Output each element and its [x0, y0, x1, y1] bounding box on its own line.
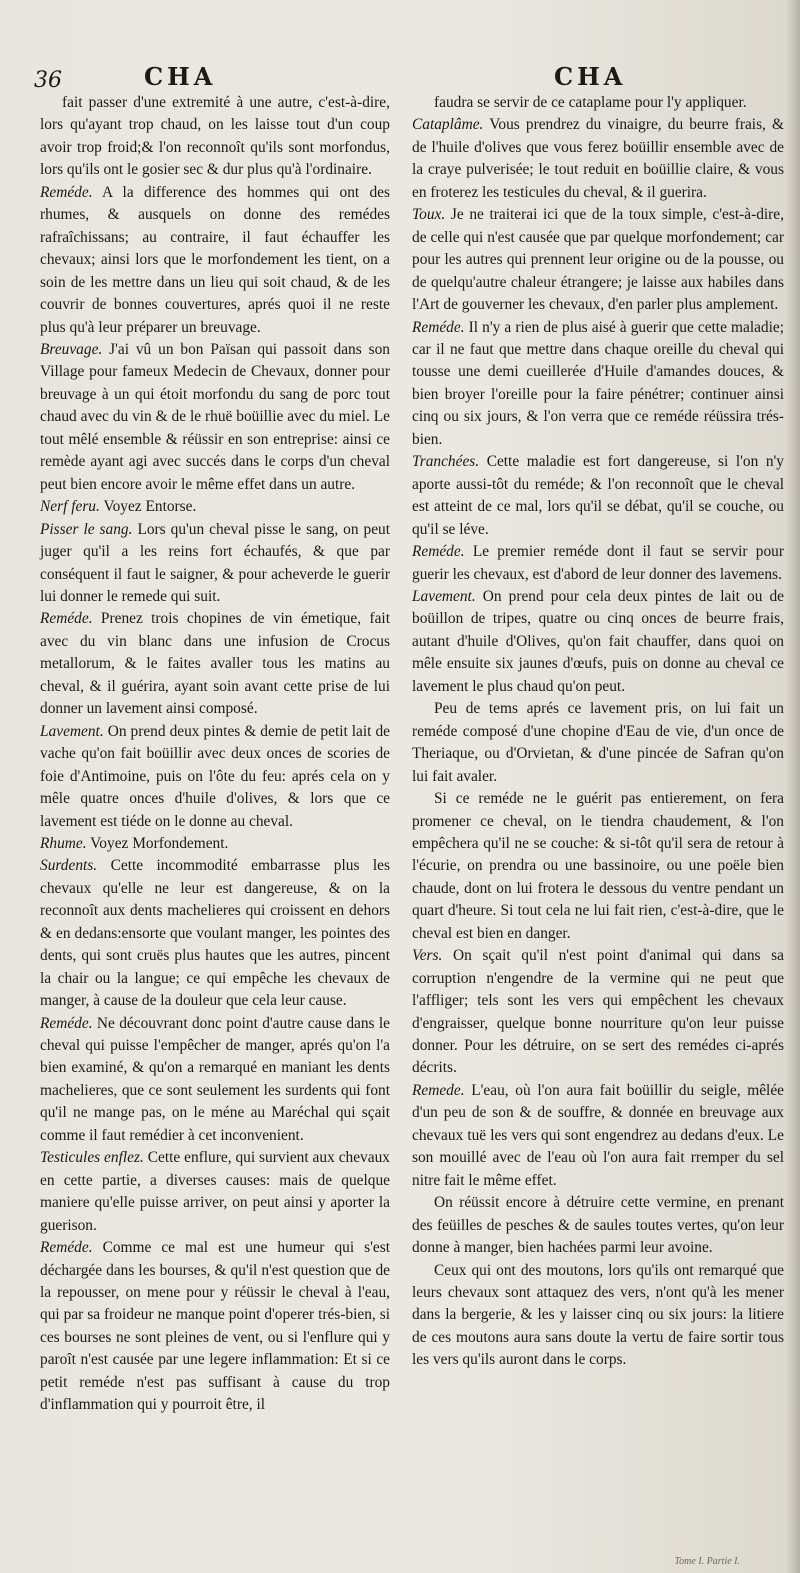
entry-text: Lors qu'un cheval pisse le sang, on peut juger qu'il a les reins fort échaufés, & que par conséquent il faut le saigner, & pour acheverde le guerir lui donner le remede qui suit.: [40, 520, 390, 605]
paragraph: [412, 586, 784, 698]
paragraph: [40, 1147, 390, 1237]
running-head-left: CHA: [144, 62, 217, 91]
entry-text: A la difference des hommes qui ont des rhumes, & ausquels on donne des remédes rafraîchissans; au contraire, il faut échauffer les chevaux; ainsi lors que le morfondement les tient, on a soin de les mettre dans un lieu qui soit chaud, & de les couvrir de bonnes couvertures, aprés quoi il ne reste plus qu'à leur préparer un breuvage.: [40, 183, 390, 336]
entry-heading: Breuvage.: [40, 340, 103, 358]
paragraph: [40, 92, 390, 182]
paragraph: [412, 317, 784, 452]
entry-text: On prend pour cela deux pintes de lait ou de boüillon de tripes, quatre ou cinq onces de beurre frais, autant d'huile d'Olives, qu'on fait chauffer, dans quoi on mêle ensuite six jaunes d'œufs, puis on donne au cheval ce lavement le plus chaud qu'on peut.: [412, 587, 784, 695]
entry-heading: Remede.: [412, 1081, 465, 1099]
entry-text: On réüssit encore à détruire cette vermine, en prenant des feüilles de pesches & de saules toutes vertes, qu'on leur donne à manger, bien hachées parmi leur avoine.: [412, 1194, 784, 1257]
entry-heading: Reméde.: [40, 183, 93, 201]
entry-text: Le premier reméde dont il faut se servir pour guerir les chevaux, est d'abord de leur donner des lavemens.: [412, 543, 784, 583]
paragraph: [40, 1237, 390, 1417]
entry-text: Peu de tems aprés ce lavement pris, on lui fait un reméde composé d'une chopine d'Eau de vie, d'un once de Theriaque, ou d'Orvietan, & d'une pincée de Safran qu'on lui fait avaler.: [412, 700, 784, 785]
paragraph: [40, 496, 390, 518]
entry-heading: Pisser le sang.: [40, 520, 133, 538]
entry-text: fait passer d'une extremité à une autre, c'est-à-dire, lors qu'ayant trop chaud, on les laisse tout d'un coup avoir trop froid;& l'on reconnoît qu'ils sont morfondus, lors qu'ils ont le gosier sec & dur plus qu'à l'ordinaire.: [40, 94, 390, 179]
paragraph: [40, 1013, 390, 1148]
entry-heading: Lavement.: [412, 587, 476, 605]
paragraph: [412, 698, 784, 788]
entry-text: Je ne traiterai ici que de la toux simple, c'est-à-dire, de celle qui n'est causée que par quelque morfondement; car pour les autres qui prennent leur origine ou de la pousse, ou de quelqu'autre chaleur étrangere; je laisse aux habiles dans l'Art de gouverner les chevaux, d'en parler plus amplement.: [412, 206, 784, 314]
entry-text: Ne découvrant donc point d'autre cause dans le cheval qui puisse l'empêcher de manger, aprés qu'on l'a bien examiné, & qu'on a remarqué en maniant les dents machelieres, que ce sont seulement les surdents qui font qu'il ne mange pas, on le méne au Maréchal qui sçait comme il faut remédier à cet inconvenient.: [40, 1014, 390, 1144]
entry-heading: Reméde.: [412, 543, 465, 561]
paragraph: [40, 182, 390, 339]
entry-text: Comme ce mal est une humeur qui s'est déchargée dans les bourses, & qu'il n'est question que de la repousser, on mene pour y réüssir le cheval à l'eau, qui par sa froideur ne manque point d'operer trés-bien, si ces bourses ne sont pleines de vent, ou si l'enflure qui y paroît n'est causée par une legere inflammation: Et si ce petit reméde n'est pas suffisant à cause du trop d'inflammation qui y pourroit être, il: [40, 1239, 390, 1414]
entry-text: Cette incommodité embarrasse plus les chevaux qu'elle ne leur est dangereuse, & on la reconnoît aux dents machelieres qui croissent en dehors & en dedans:ensorte que voulant manger, les pointes des dents, qui sont cruës plus hautes que les autres, pincent la chair ou la langue; ce qui empêche les chevaux de manger, à cause de la douleur que cela leur cause.: [40, 857, 390, 1010]
entry-text: On sçait qu'il n'est point d'animal qui dans sa corruption n'engendre de la vermine qui ne peut que l'affliger; tels sont les vers qui empêchent les chevaux d'engraisser, quelque bonne nourriture qu'on leur puisse donner. Pour les détruire, on se sert des remédes ci-aprés décrits.: [412, 947, 784, 1077]
paragraph: [412, 92, 784, 114]
entry-heading: Lavement.: [40, 722, 104, 740]
paragraph: [412, 204, 784, 316]
paragraph: [412, 1192, 784, 1259]
entry-text: Vous prendrez du vinaigre, du beurre frais, & de l'huile d'olives que vous ferez boüillir ensemble avec de la craye pulverisée; le tout reduit en boüillie claire, & vous en froterez les testicules du cheval, & il guerira.: [412, 116, 785, 201]
right-column: [412, 92, 784, 1372]
entry-text: Ceux qui ont des moutons, lors qu'ils ont remarqué que leurs chevaux sont attaquez des vers, n'ont qu'à les mener dans la bergerie, & les y laisser cinq ou six jours: la litiere de ces moutons aura sans doute la vertu de faire sortir tous les vers qu'ils auront dans le corps.: [412, 1261, 784, 1369]
entry-text: Voyez Morfondement.: [90, 834, 229, 852]
entry-heading: Reméde.: [40, 1014, 93, 1032]
entry-text: Cette maladie est fort dangereuse, si l'on n'y aporte aussi-tôt du reméde; & l'on reconnoît que le cheval est atteint de ce mal, lors qu'il se débat, qu'il se couche, ou qu'il se léve.: [412, 453, 784, 538]
entry-heading: Vers.: [412, 947, 443, 965]
entry-heading: Reméde.: [40, 1239, 93, 1257]
page-header: [34, 62, 782, 96]
left-column: [40, 92, 390, 1417]
paragraph: [40, 855, 390, 1012]
running-head-right: CHA: [554, 62, 627, 91]
entry-heading: Toux.: [412, 206, 446, 224]
entry-text: Prenez trois chopines de vin émetique, fait avec du vin blanc dans une infusion de Crocus metallorum, & le faites avaller tous les matins au cheval, & il guérira, ayant soin avant cette prise de lui donner un lavement ainsi composé.: [40, 610, 390, 718]
entry-heading: Rhume.: [40, 834, 87, 852]
paragraph: [40, 721, 390, 833]
paragraph: [412, 788, 784, 945]
entry-text: L'eau, où l'on aura fait boüillir du seigle, mêlée d'un peu de son & de souffre, & donnée en breuvage aux chevaux tuë les vers qui sont engendrez au dedans d'eux. Le son mouillé avec de l'eau où l'on aura fait rremper du sel nitre fait le même effet.: [412, 1081, 784, 1189]
paragraph: [40, 833, 390, 855]
paragraph: [412, 451, 784, 541]
entry-heading: Nerf feru.: [40, 498, 100, 516]
paragraph: [412, 1080, 784, 1192]
paragraph: [412, 1260, 784, 1372]
entry-text: Voyez Entorse.: [103, 498, 197, 516]
entry-heading: Testicules enflez.: [40, 1149, 144, 1167]
paragraph: [40, 339, 390, 496]
paragraph: [40, 608, 390, 720]
entry-text: Cette enflure, qui survient aux chevaux en cette partie, a diverses causes: mais de quelque maniere qu'elle puisse arriver, on peut ainsi y aporter la guerison.: [40, 1149, 390, 1234]
footer-signature: Tome I. Partie I.: [674, 1556, 740, 1567]
entry-text: On prend deux pintes & demie de petit lait de vache qu'on fait boüillir avec deux onces de scories de foie d'Antimoine, puis on l'ôte du feu: aprés cela on y mêle quatre onces d'huile d'olives, & lors que ce lavement est tiéde on le donne au cheval.: [40, 722, 390, 830]
entry-heading: Reméde.: [40, 610, 93, 628]
entry-heading: Cataplâme.: [412, 116, 484, 134]
entry-text: faudra se servir de ce cataplame pour l'y appliquer.: [434, 94, 747, 111]
entry-text: J'ai vû un bon Païsan qui passoit dans son Village pour fameux Medecin de Chevaux, donner pour breuvage à un qui étoit morfondu du sang de porc tout chaud avec du vin & de le rhuë boüillie avec du miel. Le tout mêlé ensemble & réüssir en son entreprise: ainsi ce remède ayant agi avec succés dans le corps d'un cheval peut bien encore avoir le même effet dans un autre.: [40, 340, 390, 493]
entry-heading: Tranchées.: [412, 453, 480, 471]
entry-text: Il n'y a rien de plus aisé à guerir que cette maladie; car il ne faut que mettre dans chaque oreille du cheval qui tousse une demi cueillerée d'Huile d'amandes douces, & bien broyer l'oreille pour la faire pénétrer; continuer ainsi cinq ou six jours, & l'on verra que ce reméde réüssira trés-bien.: [412, 318, 784, 448]
entry-heading: Reméde.: [412, 318, 465, 336]
entry-text: Si ce reméde ne le guérit pas entierement, on fera promener ce cheval, on le tiendra chaudement, & l'on empêchera qu'il ne se couche: & si-tôt qu'il sera de retour à l'écurie, on prendra ou une bassinoire, ou une poële bien chaude, dont on lui frotera le dessous du ventre pendant un quart d'heure. Si tout cela ne lui fait rien, c'est-à-dire, que le cheval est bien en danger.: [412, 790, 784, 942]
paragraph: [412, 541, 784, 586]
paragraph: [412, 945, 784, 1080]
entry-heading: Surdents.: [40, 857, 98, 875]
page-number: 36: [34, 68, 62, 93]
paragraph: [40, 519, 390, 609]
paragraph: [412, 114, 784, 204]
